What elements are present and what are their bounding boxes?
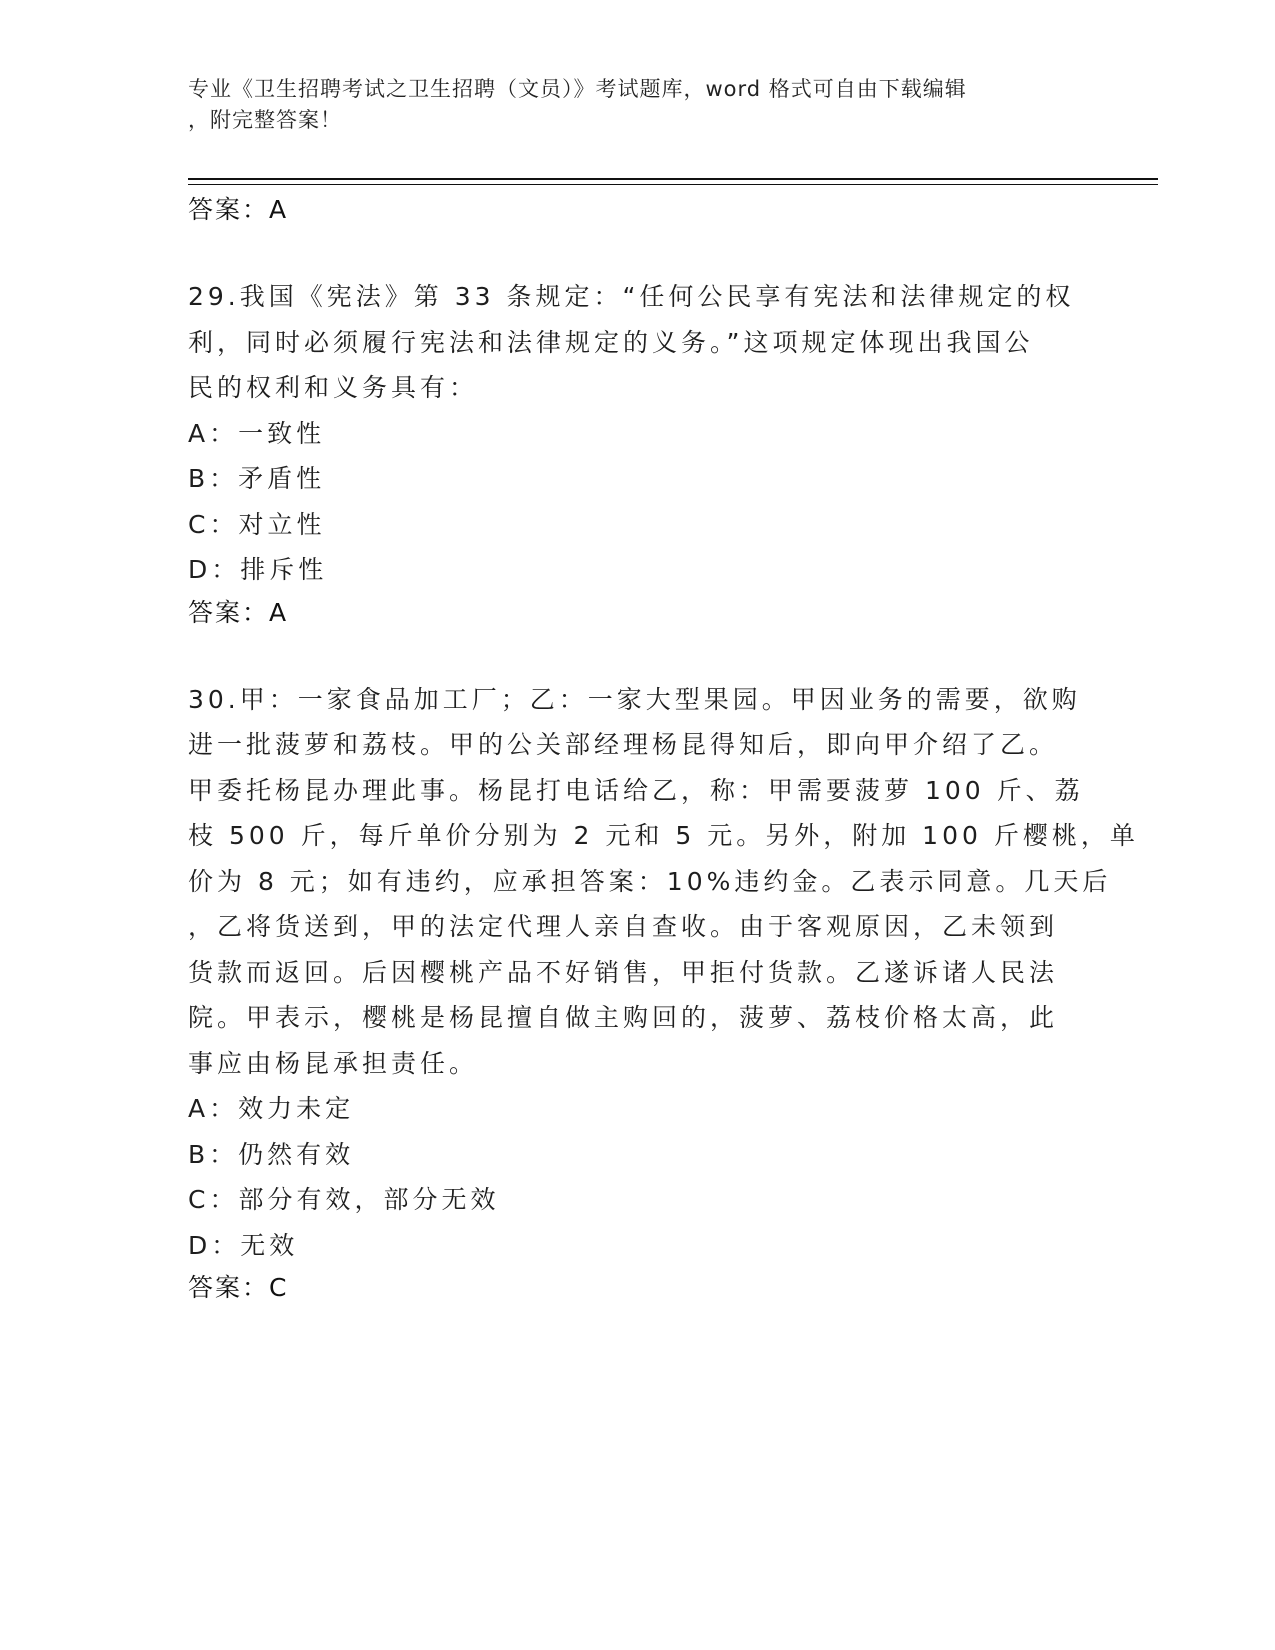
option-d: D：排斥性: [188, 555, 328, 584]
question-list: [188, 190, 1139, 1308]
option-a: A：一致性: [188, 418, 326, 448]
option-c: C：对立性: [188, 509, 326, 539]
answer-text: 答案：A: [188, 597, 289, 627]
question-text-line: 事应由杨昆承担责任。: [188, 1048, 479, 1078]
question-text-line: 枝 500 斤，每斤单价分别为 2 元和 5 元。另外，附加 100 斤樱桃，单: [188, 821, 1139, 850]
question-text-line: 30.甲：一家食品加工厂；乙：一家大型果园。甲因业务的需要，欲购: [188, 684, 1081, 714]
option-a: A：效力未定: [188, 1094, 355, 1123]
option-c: C：部分有效，部分无效: [188, 1185, 500, 1214]
question-text-line: 货款而返回。后因樱桃产品不好销售，甲拒付货款。乙遂诉诸人民法: [188, 957, 1059, 987]
answer-text: 答案：A: [188, 195, 289, 224]
question-text-line: 甲委托杨昆办理此事。杨昆打电话给乙，称：甲需要菠萝 100 斤、荔: [188, 775, 1084, 805]
option-d: D：无效: [188, 1230, 299, 1260]
header-line: 专业《卫生招聘考试之卫生招聘（文员）》考试题库，word 格式可自由下载编辑: [188, 77, 967, 101]
question-text-line: 院。甲表示，樱桃是杨昆擅自做主购回的，菠萝、荔枝价格太高，此: [188, 1003, 1059, 1032]
header-divider: [188, 178, 1158, 180]
question-text-line: ，乙将货送到，甲的法定代理人亲自查收。由于客观原因，乙未领到: [188, 912, 1059, 941]
option-b: B：仍然有效: [188, 1139, 355, 1169]
option-b: B：矛盾性: [188, 464, 326, 493]
question-text-line: 进一批菠萝和荔枝。甲的公关部经理杨昆得知后，即向甲介绍了乙。: [188, 730, 1059, 759]
question-text-line: 民的权利和义务具有：: [188, 373, 479, 402]
header-divider-thin: [188, 184, 1158, 185]
question-29: [188, 274, 1088, 633]
question-text-line: 利，同时必须履行宪法和法律规定的义务。”这项规定体现出我国公: [188, 327, 1034, 357]
question-text-line: 29.我国《宪法》第 33 条规定：“任何公民享有宪法和法律规定的权: [188, 282, 1075, 311]
page-header: [188, 74, 1088, 136]
question-text-line: 价为 8 元；如有违约，应承担答案：10%违约金。乙表示同意。几天后: [188, 866, 1112, 896]
answer-text: 答案：C: [188, 1273, 289, 1302]
header-line: ，附完整答案！: [188, 108, 342, 132]
question-30: [188, 677, 1139, 1309]
